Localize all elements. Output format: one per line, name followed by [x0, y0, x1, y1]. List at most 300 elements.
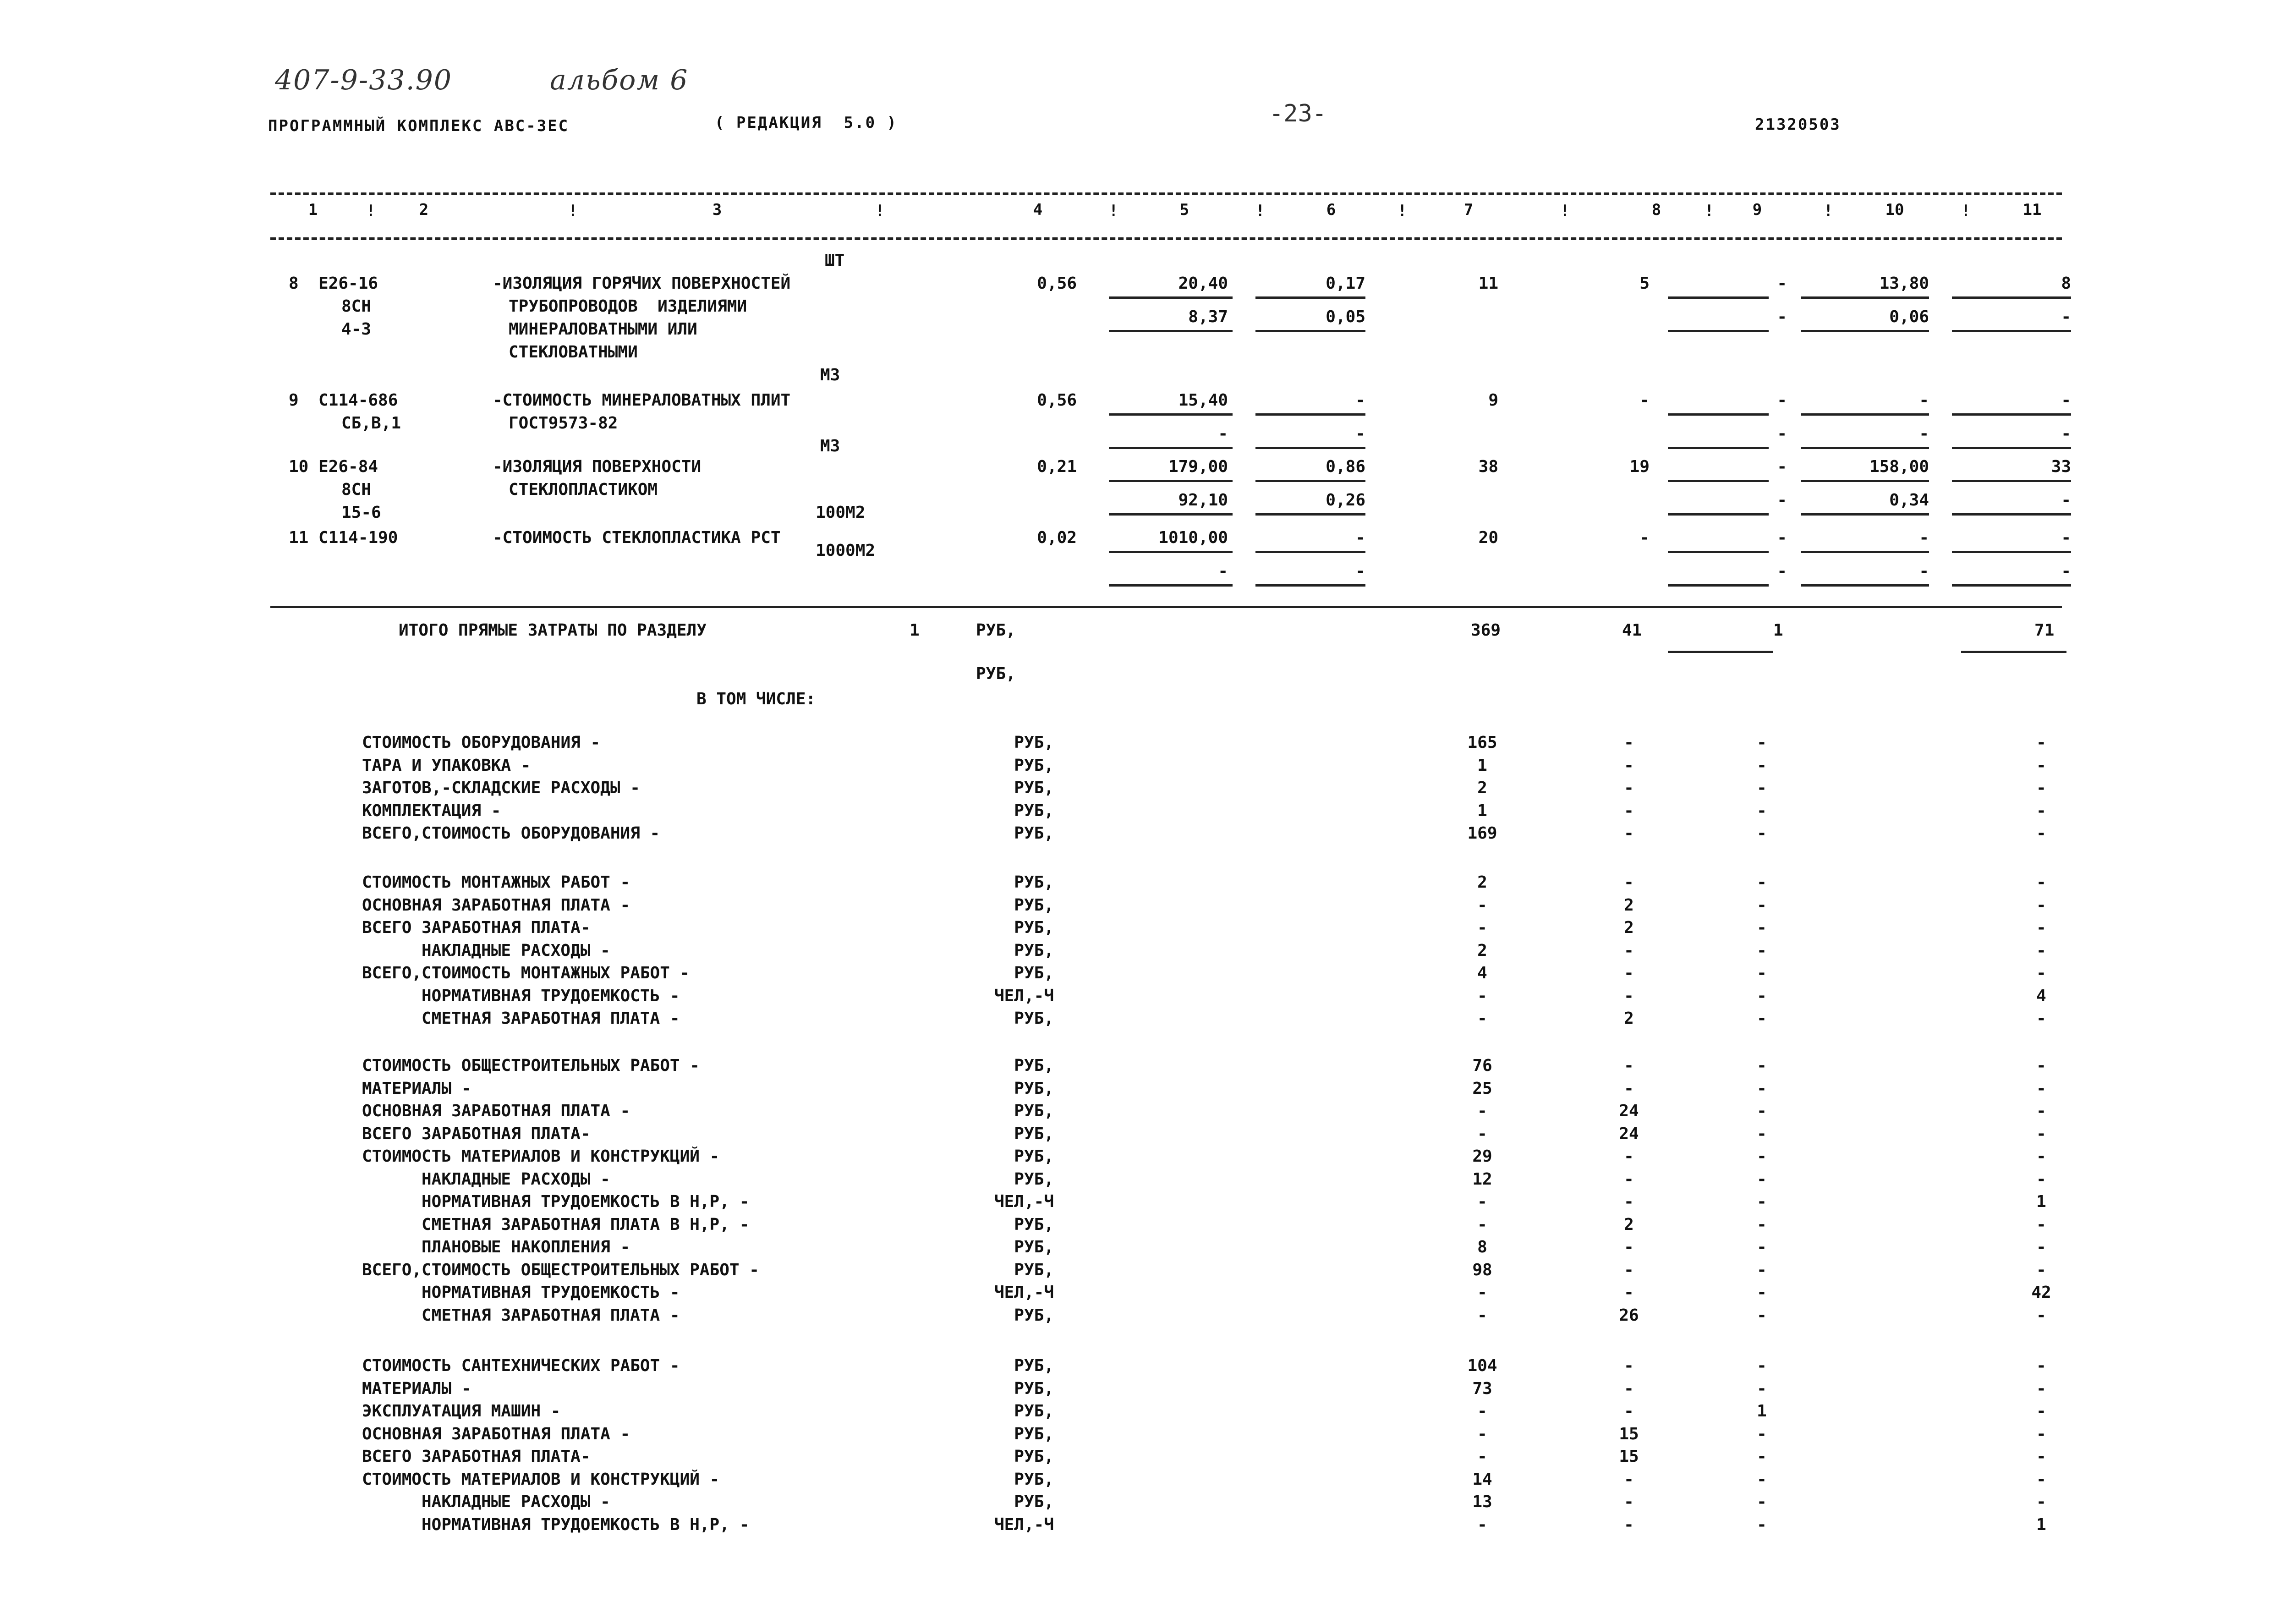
summary-col11: - — [2036, 1260, 2046, 1279]
page-number: -23- — [1269, 100, 1327, 127]
summary-col11: - — [2036, 1424, 2046, 1443]
total-unit-2: РУБ, — [976, 664, 1016, 683]
col5-second-value: - — [1218, 561, 1228, 581]
item-description-line: ТРУБОПРОВОДОВ ИЗДЕЛИЯМИ — [509, 297, 747, 316]
item-code: С114-190 — [318, 528, 398, 547]
col6-second-underline — [1255, 330, 1365, 332]
summary-col9: - — [1757, 1147, 1767, 1166]
summary-col11: - — [2036, 1102, 2046, 1120]
col9-value: - — [1777, 274, 1787, 293]
col9-underline — [1668, 551, 1769, 553]
summary-label: ОСНОВНАЯ ЗАРАБОТНАЯ ПЛАТА - — [362, 1424, 630, 1443]
summary-col11: - — [2036, 1447, 2046, 1466]
summary-col9: - — [1757, 801, 1767, 820]
column-separator: ! — [1398, 202, 1407, 220]
summary-unit: РУБ, — [1014, 964, 1054, 982]
col10-underline — [1801, 480, 1929, 482]
summary-col7: - — [1477, 918, 1487, 937]
total-underline-9 — [1668, 651, 1773, 653]
summary-col9: - — [1757, 1447, 1767, 1466]
summary-label: НОРМАТИВНАЯ ТРУДОЕМКОСТЬ В Н,Р, - — [422, 1192, 750, 1211]
col4-value: 0,56 — [1037, 391, 1077, 410]
program-title: ПРОГРАММНЫЙ КОМПЛЕКС АВС-3ЕС — [268, 117, 570, 135]
col6-underline — [1255, 296, 1365, 299]
summary-label: СМЕТНАЯ ЗАРАБОТНАЯ ПЛАТА В Н,Р, - — [422, 1215, 750, 1234]
summary-col11: - — [2036, 1306, 2046, 1325]
col6-second-value: 0,26 — [1326, 490, 1365, 510]
item-unit: 100М2 — [816, 503, 866, 522]
summary-col9: - — [1757, 1283, 1767, 1302]
totals-rule — [270, 606, 2062, 608]
summary-unit: РУБ, — [1014, 1424, 1054, 1443]
summary-label: ВСЕГО,СТОИМОСТЬ ОБОРУДОВАНИЯ - — [362, 824, 660, 843]
item-description-line: -СТОИМОСТЬ СТЕКЛОПЛАСТИКА РСТ — [493, 528, 781, 547]
col11-second-value: - — [2061, 424, 2071, 443]
summary-col8: 2 — [1624, 1009, 1634, 1028]
summary-col9: - — [1757, 1215, 1767, 1234]
summary-col11: - — [2036, 895, 2046, 915]
summary-col9: - — [1757, 895, 1767, 915]
col8-value: - — [1639, 528, 1650, 547]
summary-col8: 2 — [1624, 895, 1634, 915]
summary-label: СТОИМОСТЬ МАТЕРИАЛОВ И КОНСТРУКЦИЙ - — [362, 1470, 720, 1489]
summary-col11: - — [2036, 1238, 2046, 1256]
total-col8: 41 — [1622, 621, 1642, 640]
col5-value: 179,00 — [1168, 457, 1228, 476]
summary-label: НОРМАТИВНАЯ ТРУДОЕМКОСТЬ В Н,Р, - — [422, 1515, 750, 1534]
col6-underline — [1255, 413, 1365, 416]
column-header-2: 2 — [419, 201, 429, 219]
col9-second-underline — [1668, 513, 1769, 516]
column-header-9: 9 — [1752, 201, 1762, 219]
summary-col8: - — [1624, 1470, 1634, 1489]
summary-col11: 1 — [2036, 1192, 2046, 1211]
total-unit: РУБ, — [976, 621, 1016, 640]
summary-col9: - — [1757, 733, 1767, 752]
summary-col9: - — [1757, 1079, 1767, 1098]
summary-unit: РУБ, — [1014, 895, 1054, 915]
total-section: 1 — [910, 621, 920, 640]
summary-label: НАКЛАДНЫЕ РАСХОДЫ - — [422, 1492, 610, 1511]
summary-unit: РУБ, — [1014, 1238, 1054, 1256]
summary-col8: - — [1624, 1356, 1634, 1375]
item-description-line: МИНЕРАЛОВАТНЫМИ ИЛИ — [509, 320, 697, 339]
item-description-line: СТЕКЛОВАТНЫМИ — [509, 343, 638, 362]
summary-col7: - — [1477, 1192, 1487, 1211]
item-description-line: -ИЗОЛЯЦИЯ ПОВЕРХНОСТИ — [493, 457, 702, 476]
summary-col8: - — [1624, 941, 1634, 960]
item-number: 10 — [289, 457, 309, 476]
summary-col9: - — [1757, 873, 1767, 892]
summary-col11: - — [2036, 1215, 2046, 1234]
summary-unit: РУБ, — [1014, 1402, 1054, 1421]
col5-value: 15,40 — [1178, 391, 1228, 410]
col11-second-value: - — [2061, 561, 2071, 581]
summary-col11: - — [2036, 918, 2046, 937]
col4-value: 0,56 — [1037, 274, 1077, 293]
summary-col8: - — [1624, 1402, 1634, 1421]
col5-underline — [1109, 413, 1233, 416]
summary-col7: - — [1477, 1102, 1487, 1120]
col9-underline — [1668, 480, 1769, 482]
col6-underline — [1255, 551, 1365, 553]
summary-label: КОМПЛЕКТАЦИЯ - — [362, 801, 501, 820]
summary-col7: 2 — [1477, 873, 1487, 892]
summary-col7: 13 — [1472, 1492, 1492, 1511]
col9-second-value: - — [1777, 424, 1787, 443]
col10-value: - — [1919, 391, 1929, 410]
summary-col7: - — [1477, 1124, 1487, 1143]
column-separator: ! — [1109, 202, 1118, 220]
summary-col7: 25 — [1472, 1079, 1492, 1098]
summary-unit: ЧЕЛ,-Ч — [994, 1283, 1054, 1302]
summary-col7: - — [1477, 895, 1487, 915]
col11-underline — [1952, 551, 2071, 553]
summary-col11: - — [2036, 964, 2046, 982]
column-separator: ! — [1824, 202, 1833, 220]
summary-col7: 165 — [1467, 733, 1497, 752]
col9-second-underline — [1668, 584, 1769, 587]
column-separator: ! — [366, 202, 376, 220]
summary-col7: 98 — [1472, 1260, 1492, 1279]
col5-second-value: 8,37 — [1188, 307, 1228, 326]
summary-col11: - — [2036, 1356, 2046, 1375]
summary-col11: - — [2036, 1056, 2046, 1075]
summary-unit: РУБ, — [1014, 801, 1054, 820]
summary-col8: - — [1624, 779, 1634, 797]
summary-col9: - — [1757, 964, 1767, 982]
summary-col8: 2 — [1624, 918, 1634, 937]
total-col9: 1 — [1773, 621, 1783, 640]
summary-unit: РУБ, — [1014, 1260, 1054, 1279]
col10-second-underline — [1801, 330, 1929, 332]
summary-unit: РУБ, — [1014, 1447, 1054, 1466]
col11-underline — [1952, 296, 2071, 299]
summary-col9: - — [1757, 1379, 1767, 1398]
summary-col7: - — [1477, 1424, 1487, 1443]
summary-col11: - — [2036, 1009, 2046, 1028]
header-rule-top — [270, 192, 2062, 195]
summary-col8: - — [1624, 1056, 1634, 1075]
col10-second-underline — [1801, 513, 1929, 516]
item-number: 8 — [289, 274, 299, 293]
summary-col7: 169 — [1467, 824, 1497, 843]
summary-col11: 1 — [2036, 1515, 2046, 1534]
summary-label: СМЕТНАЯ ЗАРАБОТНАЯ ПЛАТА - — [422, 1306, 680, 1325]
col11-value: 8 — [2061, 274, 2071, 293]
summary-col9: - — [1757, 756, 1767, 775]
col11-value: - — [2061, 528, 2071, 547]
col5-second-underline — [1109, 513, 1233, 516]
col5-second-value: - — [1218, 424, 1228, 443]
summary-unit: РУБ, — [1014, 1356, 1054, 1375]
summary-col8: - — [1624, 1260, 1634, 1279]
item-code-2: 8СН — [341, 297, 372, 316]
column-header-6: 6 — [1326, 201, 1336, 219]
summary-label: СТОИМОСТЬ САНТЕХНИЧЕСКИХ РАБОТ - — [362, 1356, 680, 1375]
col6-value: 0,86 — [1326, 457, 1365, 476]
col7-value: 20 — [1478, 528, 1498, 547]
summary-col7: 4 — [1477, 964, 1487, 982]
col6-second-value: - — [1355, 424, 1365, 443]
column-header-11: 11 — [2022, 201, 2042, 219]
col7-value: 11 — [1478, 274, 1498, 293]
summary-label: СТОИМОСТЬ ОБЩЕСТРОИТЕЛЬНЫХ РАБОТ - — [362, 1056, 700, 1075]
summary-col9: - — [1757, 1009, 1767, 1028]
summary-col11: - — [2036, 1402, 2046, 1421]
summary-label: НОРМАТИВНАЯ ТРУДОЕМКОСТЬ - — [422, 986, 680, 1005]
summary-col11: - — [2036, 1079, 2046, 1098]
item-code-2: СБ,В,1 — [341, 414, 401, 433]
column-header-5: 5 — [1179, 201, 1189, 219]
summary-col8: 26 — [1619, 1306, 1639, 1325]
summary-unit: РУБ, — [1014, 1169, 1054, 1189]
summary-col8: 15 — [1619, 1447, 1639, 1466]
summary-col11: - — [2036, 824, 2046, 843]
summary-col8: - — [1624, 1147, 1634, 1166]
col10-value: 158,00 — [1869, 457, 1929, 476]
summary-col9: - — [1757, 1424, 1767, 1443]
summary-unit: РУБ, — [1014, 1009, 1054, 1028]
summary-label: ВСЕГО,СТОИМОСТЬ МОНТАЖНЫХ РАБОТ - — [362, 964, 690, 982]
col11-second-value: - — [2061, 307, 2071, 326]
summary-col8: - — [1624, 873, 1634, 892]
col9-underline — [1668, 413, 1769, 416]
col10-second-underline — [1801, 584, 1929, 587]
summary-col7: - — [1477, 1306, 1487, 1325]
col9-second-value: - — [1777, 307, 1787, 326]
col4-value: 0,21 — [1037, 457, 1077, 476]
summary-col8: - — [1624, 801, 1634, 820]
summary-unit: РУБ, — [1014, 779, 1054, 797]
summary-col7: 104 — [1467, 1356, 1497, 1375]
header-rule-bottom — [270, 237, 2062, 240]
summary-unit: РУБ, — [1014, 733, 1054, 752]
col11-value: - — [2061, 391, 2071, 410]
col11-second-underline — [1952, 584, 2071, 587]
item-code-2: 8СН — [341, 480, 372, 499]
unit-top: ШТ — [825, 251, 845, 270]
summary-col9: - — [1757, 1056, 1767, 1075]
item-code-3: 4-3 — [341, 320, 372, 339]
summary-col11: - — [2036, 779, 2046, 797]
summary-col11: - — [2036, 873, 2046, 892]
summary-col8: 24 — [1619, 1124, 1639, 1143]
column-header-4: 4 — [1033, 201, 1043, 219]
column-separator: ! — [1961, 202, 1971, 220]
col6-value: - — [1355, 391, 1365, 410]
summary-unit: ЧЕЛ,-Ч — [994, 986, 1054, 1005]
summary-col8: - — [1624, 986, 1634, 1005]
col10-value: - — [1919, 528, 1929, 547]
col6-underline — [1255, 480, 1365, 482]
column-header-row — [270, 197, 2062, 225]
col10-underline — [1801, 413, 1929, 416]
summary-col8: 24 — [1619, 1102, 1639, 1120]
total-label: ИТОГО ПРЯМЫЕ ЗАТРАТЫ ПО РАЗДЕЛУ — [399, 621, 707, 640]
summary-col8: - — [1624, 1169, 1634, 1189]
summary-col7: 29 — [1472, 1147, 1492, 1166]
item-code: Е26-84 — [318, 457, 378, 476]
col5-underline — [1109, 480, 1233, 482]
summary-col8: - — [1624, 1283, 1634, 1302]
summary-col9: 1 — [1757, 1402, 1767, 1421]
col10-underline — [1801, 296, 1929, 299]
summary-unit: РУБ, — [1014, 1379, 1054, 1398]
summary-col7: 2 — [1477, 941, 1487, 960]
summary-col8: - — [1624, 1515, 1634, 1534]
doc-code: 21320503 — [1755, 115, 1841, 134]
summary-unit: РУБ, — [1014, 1056, 1054, 1075]
handwritten-code: 407-9-33.90 — [275, 64, 453, 96]
item-description-line: СТЕКЛОПЛАСТИКОМ — [509, 480, 658, 499]
summary-col8: 2 — [1624, 1215, 1634, 1234]
col9-second-value: - — [1777, 490, 1787, 510]
col11-underline — [1952, 413, 2071, 416]
item-unit: 1000М2 — [816, 541, 876, 560]
col6-second-underline — [1255, 584, 1365, 587]
col10-second-underline — [1801, 447, 1929, 449]
summary-col8: - — [1624, 733, 1634, 752]
column-header-8: 8 — [1651, 201, 1661, 219]
col10-underline — [1801, 551, 1929, 553]
summary-unit: РУБ, — [1014, 941, 1054, 960]
col9-value: - — [1777, 391, 1787, 410]
col5-value: 1010,00 — [1158, 528, 1228, 547]
summary-unit: РУБ, — [1014, 1492, 1054, 1511]
col9-second-underline — [1668, 447, 1769, 449]
col7-value: 9 — [1488, 391, 1498, 410]
col10-value: 13,80 — [1879, 274, 1929, 293]
summary-unit: РУБ, — [1014, 756, 1054, 775]
col4-value: 0,02 — [1037, 528, 1077, 547]
column-separator: ! — [568, 202, 578, 220]
summary-col9: - — [1757, 1470, 1767, 1489]
col6-value: 0,17 — [1326, 274, 1365, 293]
col9-second-underline — [1668, 330, 1769, 332]
summary-col8: - — [1624, 1192, 1634, 1211]
summary-col7: - — [1477, 1283, 1487, 1302]
col6-second-value: - — [1355, 561, 1365, 581]
summary-label: НАКЛАДНЫЕ РАСХОДЫ - — [422, 1169, 610, 1189]
column-header-1: 1 — [308, 201, 318, 219]
summary-col7: 12 — [1472, 1169, 1492, 1189]
summary-col8: - — [1624, 1238, 1634, 1256]
summary-label: НОРМАТИВНАЯ ТРУДОЕМКОСТЬ - — [422, 1283, 680, 1302]
col7-value: 38 — [1478, 457, 1498, 476]
col11-second-underline — [1952, 513, 2071, 516]
col11-second-underline — [1952, 447, 2071, 449]
col6-second-underline — [1255, 513, 1365, 516]
summary-label: ОСНОВНАЯ ЗАРАБОТНАЯ ПЛАТА - — [362, 1102, 630, 1120]
summary-label: НАКЛАДНЫЕ РАСХОДЫ - — [422, 941, 610, 960]
col10-second-value: 0,34 — [1889, 490, 1929, 510]
column-separator: ! — [1705, 202, 1714, 220]
summary-col8: 15 — [1619, 1424, 1639, 1443]
col9-second-value: - — [1777, 561, 1787, 581]
summary-col8: - — [1624, 1492, 1634, 1511]
col8-value: 5 — [1639, 274, 1650, 293]
summary-label: ВСЕГО ЗАРАБОТНАЯ ПЛАТА- — [362, 918, 591, 937]
total-col11: 71 — [2034, 621, 2055, 640]
summary-col11: 4 — [2036, 986, 2046, 1005]
item-unit: М3 — [820, 366, 840, 384]
summary-col11: - — [2036, 733, 2046, 752]
summary-unit: РУБ, — [1014, 918, 1054, 937]
col5-underline — [1109, 551, 1233, 553]
summary-col7: - — [1477, 1515, 1487, 1534]
col10-second-value: 0,06 — [1889, 307, 1929, 326]
col5-second-underline — [1109, 330, 1233, 332]
summary-col9: - — [1757, 941, 1767, 960]
col9-underline — [1668, 296, 1769, 299]
column-separator: ! — [1560, 202, 1570, 220]
summary-col7: 73 — [1472, 1379, 1492, 1398]
summary-col9: - — [1757, 986, 1767, 1005]
summary-col11: - — [2036, 801, 2046, 820]
summary-col9: - — [1757, 1515, 1767, 1534]
summary-col11: - — [2036, 1147, 2046, 1166]
summary-col7: 14 — [1472, 1470, 1492, 1489]
column-separator: ! — [1255, 202, 1265, 220]
summary-col8: - — [1624, 964, 1634, 982]
summary-col8: - — [1624, 1379, 1634, 1398]
summary-col9: - — [1757, 1356, 1767, 1375]
handwritten-album: альбом 6 — [550, 64, 689, 96]
summary-label: ВСЕГО ЗАРАБОТНАЯ ПЛАТА- — [362, 1447, 591, 1466]
col9-value: - — [1777, 457, 1787, 476]
col5-second-value: 92,10 — [1178, 490, 1228, 510]
item-description-line: -СТОИМОСТЬ МИНЕРАЛОВАТНЫХ ПЛИТ — [493, 391, 791, 410]
summary-col7: - — [1477, 1447, 1487, 1466]
item-code: С114-686 — [318, 391, 398, 410]
summary-col11: - — [2036, 1169, 2046, 1189]
summary-unit: РУБ, — [1014, 1102, 1054, 1120]
summary-label: ЭКСПЛУАТАЦИЯ МАШИН - — [362, 1402, 561, 1421]
summary-label: МАТЕРИАЛЫ - — [362, 1079, 471, 1098]
summary-col11: 42 — [2031, 1283, 2051, 1302]
col5-underline — [1109, 296, 1233, 299]
summary-label: СТОИМОСТЬ МОНТАЖНЫХ РАБОТ - — [362, 873, 630, 892]
summary-unit: ЧЕЛ,-Ч — [994, 1192, 1054, 1211]
summary-label: ТАРА И УПАКОВКА - — [362, 756, 531, 775]
total-underline-11 — [1961, 651, 2066, 653]
col9-value: - — [1777, 528, 1787, 547]
summary-col8: - — [1624, 1079, 1634, 1098]
col6-second-value: 0,05 — [1326, 307, 1365, 326]
summary-label: ВСЕГО,СТОИМОСТЬ ОБЩЕСТРОИТЕЛЬНЫХ РАБОТ - — [362, 1260, 759, 1279]
summary-col11: - — [2036, 1124, 2046, 1143]
item-unit: М3 — [820, 437, 840, 455]
summary-col7: 76 — [1472, 1056, 1492, 1075]
summary-col9: - — [1757, 1102, 1767, 1120]
col6-second-underline — [1255, 447, 1365, 449]
col11-value: 33 — [2051, 457, 2071, 476]
summary-col7: 1 — [1477, 756, 1487, 775]
item-number: 9 — [289, 391, 299, 410]
column-separator: ! — [875, 202, 885, 220]
summary-col9: - — [1757, 1492, 1767, 1511]
col6-value: - — [1355, 528, 1365, 547]
total-col7: 369 — [1471, 621, 1501, 640]
summary-label: ВСЕГО ЗАРАБОТНАЯ ПЛАТА- — [362, 1124, 591, 1143]
summary-label: МАТЕРИАЛЫ - — [362, 1379, 471, 1398]
summary-col7: 8 — [1477, 1238, 1487, 1256]
item-description-line: ГОСТ9573-82 — [509, 414, 618, 433]
summary-unit: РУБ, — [1014, 1147, 1054, 1166]
item-description-line: -ИЗОЛЯЦИЯ ГОРЯЧИХ ПОВЕРХНОСТЕЙ — [493, 274, 791, 293]
summary-col9: - — [1757, 1124, 1767, 1143]
